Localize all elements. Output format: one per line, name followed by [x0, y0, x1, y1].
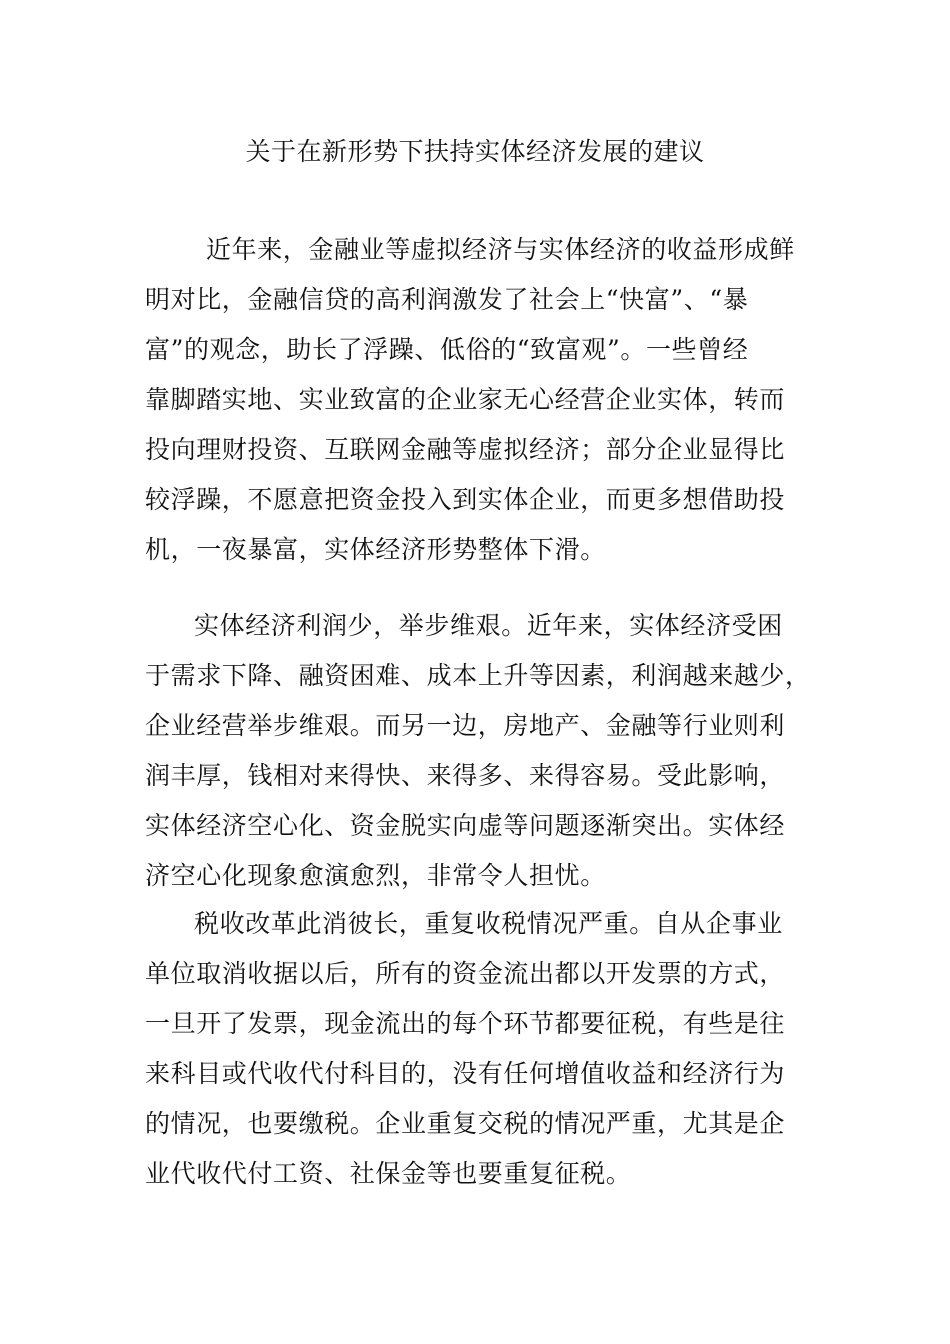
paragraph-3-line-1: 税收改革此消彼长，重复收税情况严重。自从企事业 — [194, 909, 783, 938]
paragraph-3-line-2: 单位取消收据以后，所有的资金流出都以开发票的方式， — [145, 959, 786, 988]
paragraph-3-line-3: 一旦开了发票，现金流出的每个环节都要征税，有些是往 — [145, 1009, 786, 1038]
paragraph-1-line-4: 靠脚踏实地、实业致富的企业家无心经营企业实体，转而 — [145, 385, 786, 414]
paragraph-2-line-3: 企业经营举步维艰。而另一边，房地产、金融等行业则利 — [145, 711, 786, 740]
paragraph-1-line-7: 机，一夜暴富，实体经济形势整体下滑。 — [145, 535, 606, 564]
paragraph-1-line-1: 近年来，金融业等虚拟经济与实体经济的收益形成鲜 — [206, 235, 795, 264]
paragraph-1-line-5: 投向理财投资、互联网金融等虚拟经济；部分企业显得比 — [145, 435, 786, 464]
document-title: 关于在新形势下扶持实体经济发展的建议 — [245, 137, 705, 166]
paragraph-1-line-2: 明对比，金融信贷的高利润激发了社会上“快富”、“暴 — [145, 285, 749, 314]
paragraph-1-line-3: 富”的观念，助长了浮躁、低俗的“致富观”。一些曾经 — [145, 335, 749, 364]
paragraph-2-line-4: 润丰厚，钱相对来得快、来得多、来得容易。受此影响， — [145, 761, 786, 790]
paragraph-3-line-5: 的情况，也要缴税。企业重复交税的情况严重，尤其是企 — [145, 1109, 786, 1138]
paragraph-2-line-5: 实体经济空心化、资金脱实向虚等问题逐渐突出。实体经 — [145, 811, 786, 840]
paragraph-2-line-2: 于需求下降、融资困难、成本上升等因素，利润越来越少， — [145, 661, 811, 690]
paragraph-2-line-1: 实体经济利润少，举步维艰。近年来，实体经济受困 — [194, 611, 783, 640]
paragraph-2-line-6: 济空心化现象愈演愈烈，非常令人担忧。 — [145, 861, 606, 890]
paragraph-3-line-4: 来科目或代收代付科目的，没有任何增值收益和经济行为 — [145, 1059, 786, 1088]
paragraph-3-line-6: 业代收代付工资、社保金等也要重复征税。 — [145, 1159, 632, 1188]
paragraph-1-line-6: 较浮躁，不愿意把资金投入到实体企业，而更多想借助投 — [145, 485, 786, 514]
